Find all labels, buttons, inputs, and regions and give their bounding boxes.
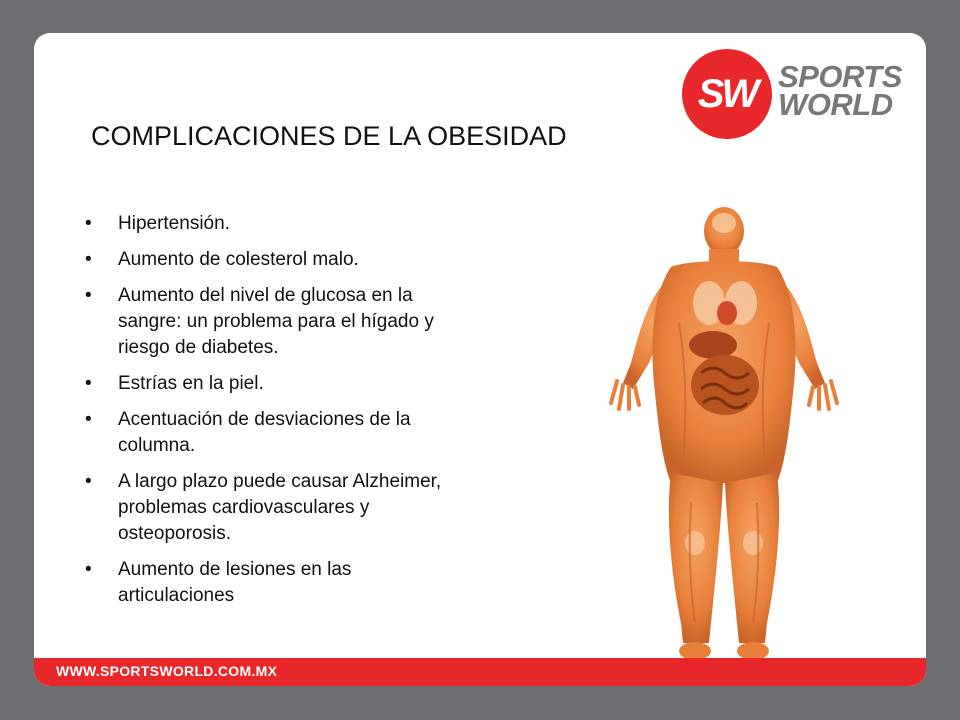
- bullet-marker: •: [85, 559, 92, 580]
- logo-mark: SW: [697, 71, 757, 116]
- bullet-text: A largo plazo puede causar Alzheimer, problemas cardiovasculares y osteoporosis.: [118, 471, 442, 544]
- bullet-marker: •: [85, 373, 92, 394]
- obese-anatomy-illustration: [609, 203, 839, 668]
- bullet-list: [82, 211, 472, 619]
- bullet-marker: •: [85, 213, 92, 234]
- logo-wordmark: [778, 59, 902, 122]
- bullet-item: [82, 247, 472, 273]
- logo-line-2: WORLD: [778, 87, 893, 122]
- bullet-marker: •: [85, 409, 92, 430]
- bullet-text: Estrías en la piel.: [118, 373, 264, 394]
- bullet-item: [82, 283, 472, 361]
- slide-title: COMPLICACIONES DE LA OBESIDAD: [91, 121, 567, 151]
- footer-bar: [34, 658, 926, 686]
- bullet-item: [82, 371, 472, 397]
- slide: [34, 33, 926, 686]
- sportsworld-logo: [682, 49, 912, 149]
- bullet-text: Aumento del nivel de glucosa en la sangre: un problema para el hígado y riesgo de diabetes.: [118, 285, 434, 358]
- bullet-item: [82, 557, 472, 609]
- bullet-text: Acentuación de desviaciones de la columna.: [118, 409, 411, 456]
- bullet-item: [82, 469, 472, 547]
- bullet-text: Hipertensión.: [118, 213, 230, 234]
- bullet-marker: •: [85, 471, 92, 492]
- bullet-marker: •: [85, 249, 92, 270]
- bullet-item: [82, 407, 472, 459]
- bullet-item: [82, 211, 472, 237]
- logo-line-1: SPORTS: [778, 59, 902, 94]
- footer-url[interactable]: WWW.SPORTSWORLD.COM.MX: [56, 663, 278, 679]
- bullet-text: Aumento de colesterol malo.: [118, 249, 359, 270]
- bullet-marker: •: [85, 285, 92, 306]
- bullet-text: Aumento de lesiones en las articulaciones: [118, 559, 352, 606]
